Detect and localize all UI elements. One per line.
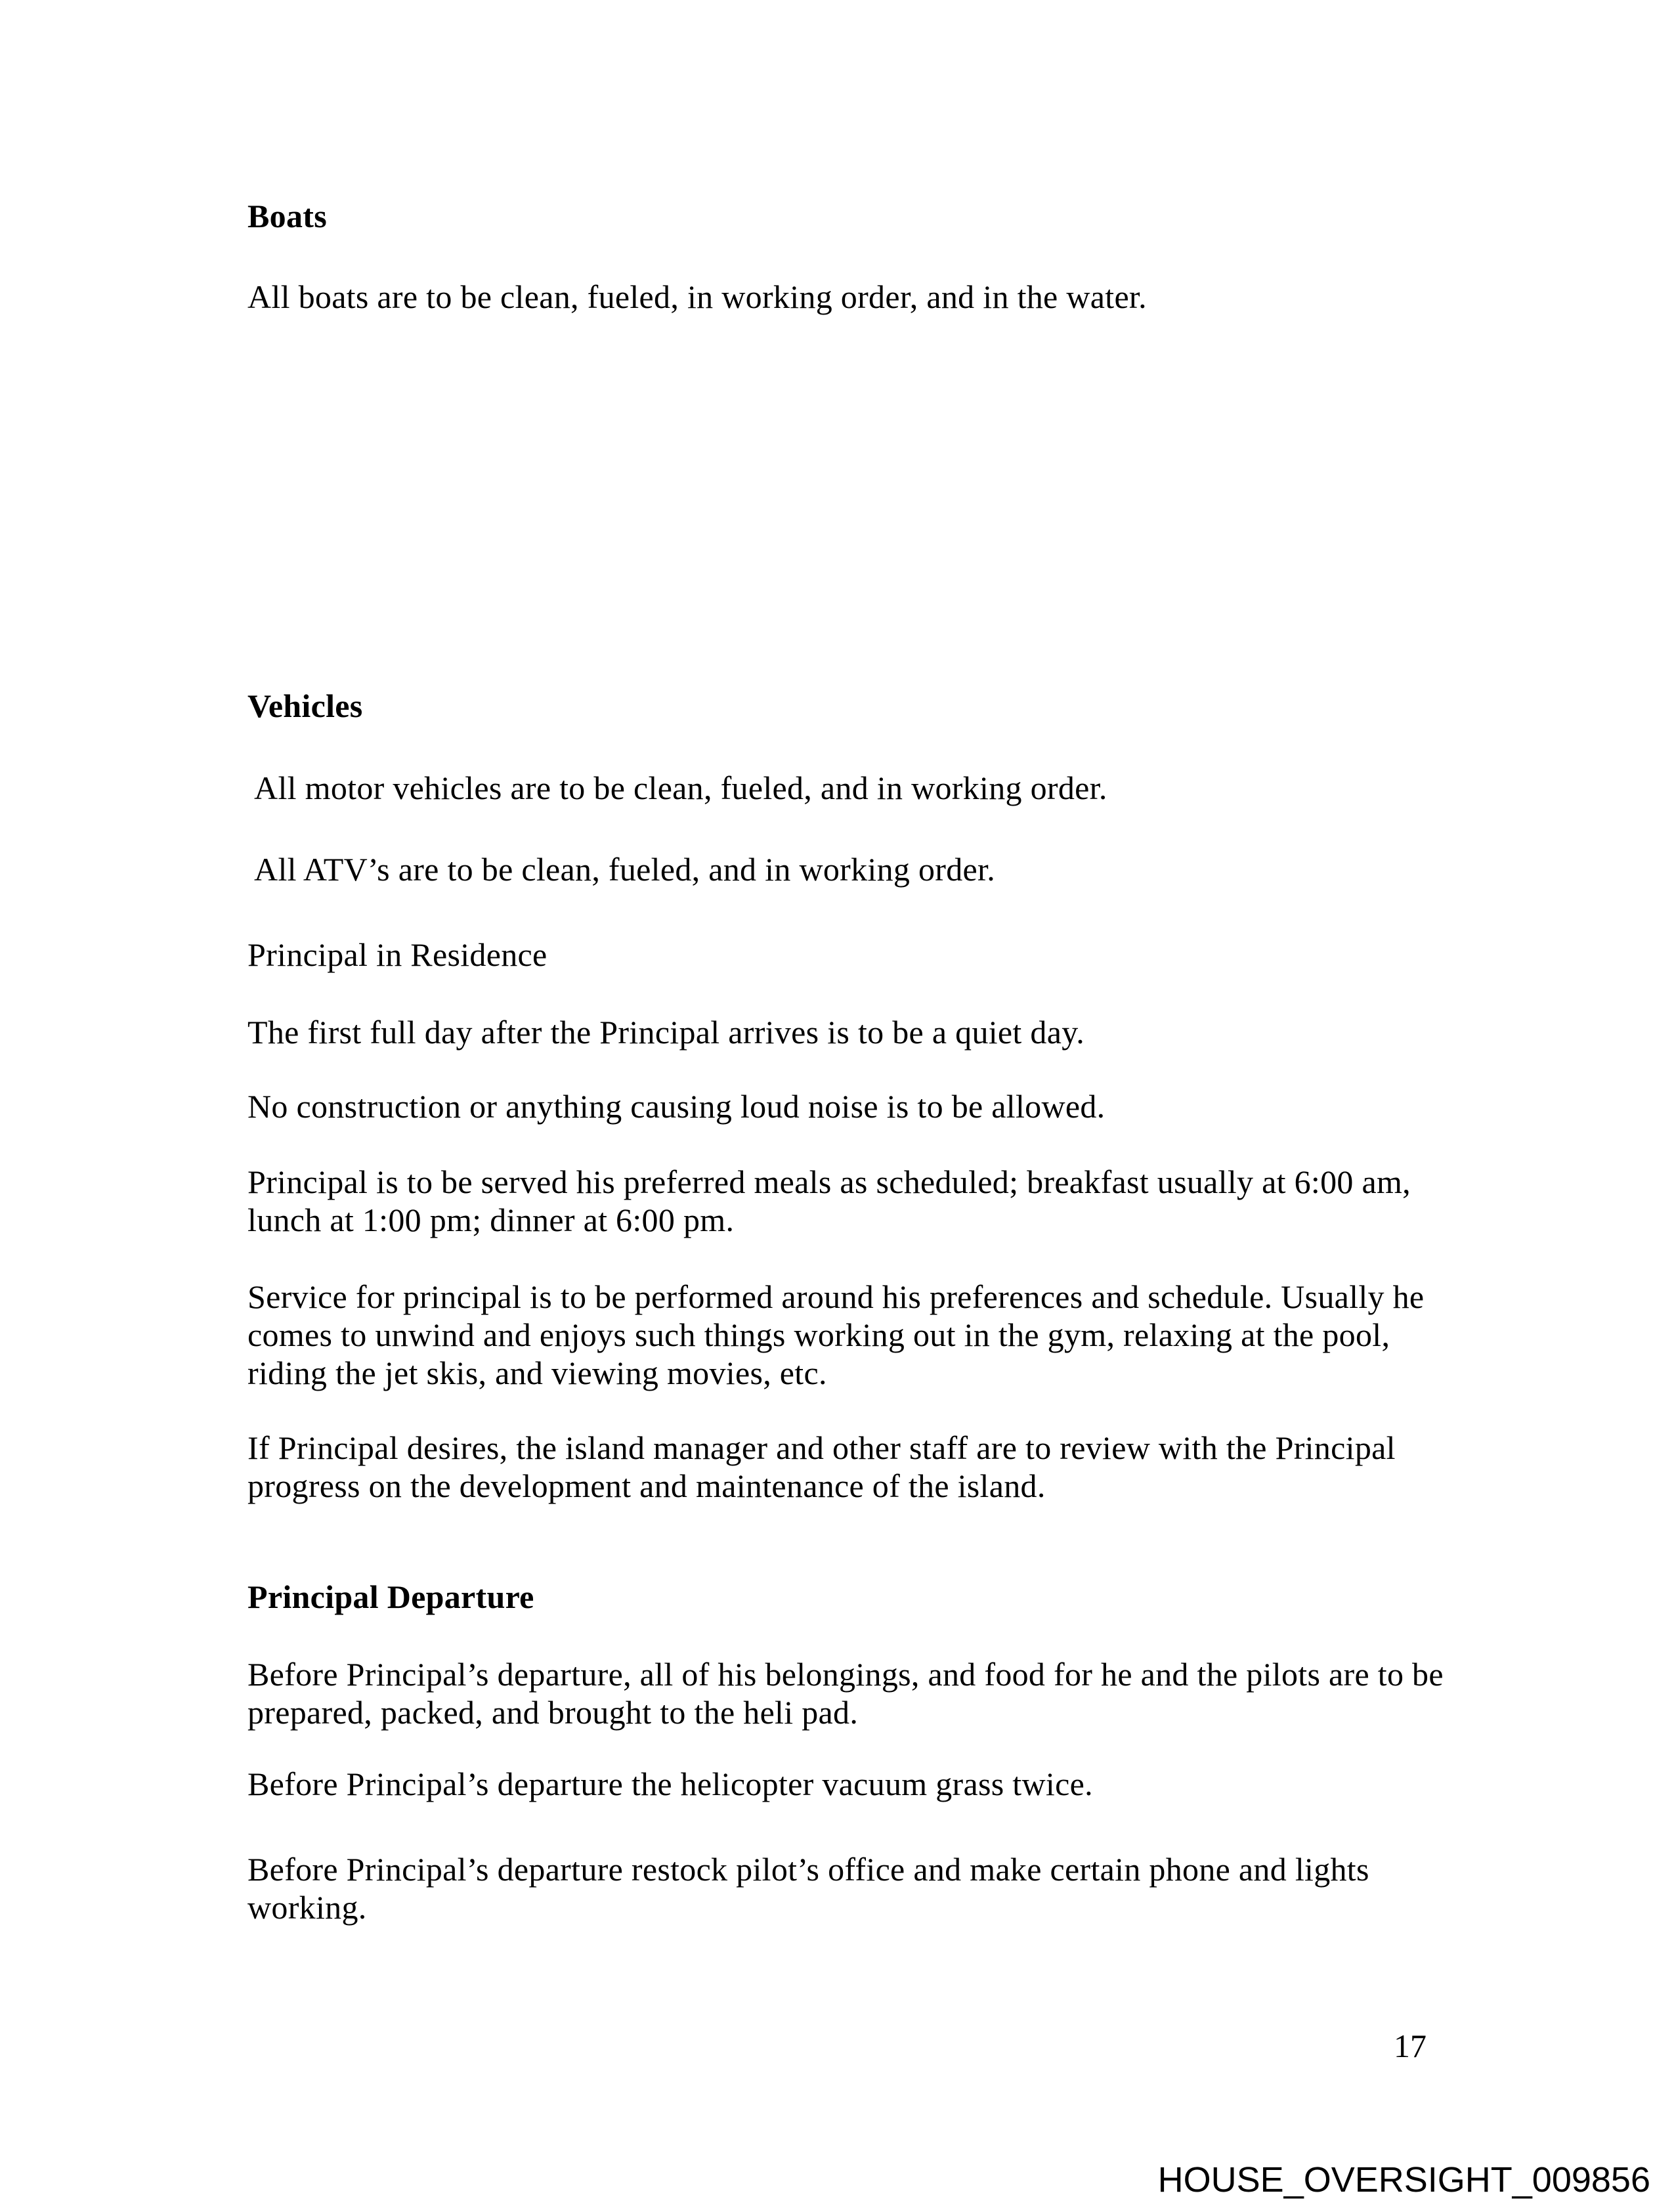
- text-line: Before Principal’s departure restock pilot’s office and make certain phone and lights: [247, 1851, 1369, 1888]
- text-line: All ATV’s are to be clean, fueled, and in working order.: [247, 851, 996, 888]
- text-line: Boats: [247, 198, 327, 234]
- text-line: riding the jet skis, and viewing movies, etc.: [247, 1355, 827, 1391]
- text-line: Principal is to be served his preferred meals as scheduled; breakfast usually at 6:00 am,: [247, 1163, 1411, 1200]
- document-heading: [247, 197, 1429, 235]
- document-paragraph: [247, 1429, 1429, 1505]
- text-line: Vehicles: [247, 687, 363, 724]
- document-paragraph: [247, 1163, 1429, 1239]
- text-line: If Principal desires, the island manager and other staff are to review with the Principal: [247, 1429, 1396, 1466]
- text-line: prepared, packed, and brought to the heli pad.: [247, 1694, 859, 1731]
- text-line: working.: [247, 1889, 367, 1926]
- page-number: 17: [1394, 2028, 1427, 2064]
- text-line: progress on the development and maintenance of the island.: [247, 1467, 1046, 1504]
- text-line: Principal in Residence: [247, 936, 547, 973]
- document-heading: [247, 687, 1429, 725]
- document-paragraph: [247, 1765, 1429, 1803]
- document-paragraph: [247, 1655, 1444, 1731]
- text-line: comes to unwind and enjoys such things working out in the gym, relaxing at the pool,: [247, 1316, 1390, 1353]
- document-paragraph: [247, 850, 1429, 888]
- document-paragraph: [247, 1850, 1429, 1926]
- text-line: The first full day after the Principal arrives is to be a quiet day.: [247, 1014, 1085, 1051]
- document-paragraph: [247, 1278, 1429, 1392]
- text-line: Before Principal’s departure the helicopter vacuum grass twice.: [247, 1766, 1093, 1802]
- document-paragraph: [247, 1013, 1429, 1051]
- text-line: lunch at 1:00 pm; dinner at 6:00 pm.: [247, 1202, 735, 1238]
- document-paragraph: [247, 1087, 1429, 1125]
- text-line: Before Principal’s departure, all of his belongings, and food for he and the pilots are to be: [247, 1656, 1444, 1693]
- text-line: All boats are to be clean, fueled, in working order, and in the water.: [247, 278, 1147, 315]
- document-paragraph: [247, 769, 1429, 807]
- document-heading: [247, 1578, 1429, 1616]
- text-line: Service for principal is to be performed around his preferences and schedule. Usually he: [247, 1278, 1425, 1315]
- document-paragraph: [247, 936, 1429, 974]
- text-line: All motor vehicles are to be clean, fueled, and in working order.: [247, 770, 1107, 806]
- document-paragraph: [247, 278, 1429, 316]
- text-line: No construction or anything causing loud noise is to be allowed.: [247, 1088, 1105, 1125]
- bates-stamp: HOUSE_OVERSIGHT_009856: [1157, 2160, 1650, 2200]
- text-line: Principal Departure: [247, 1578, 534, 1615]
